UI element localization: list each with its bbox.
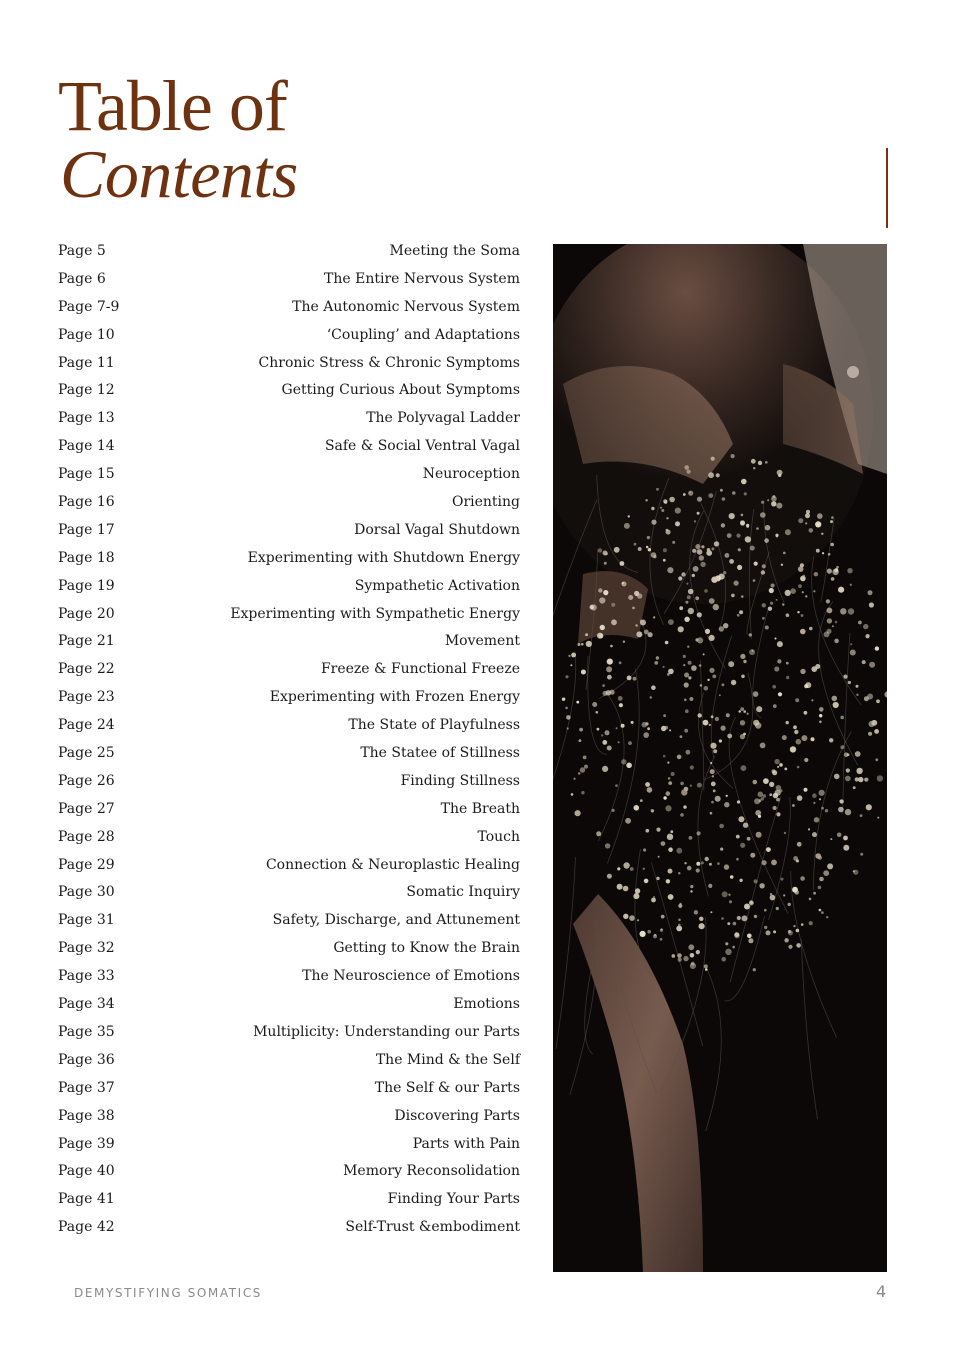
toc-entry-title: Finding Your Parts	[387, 1191, 520, 1208]
toc-entry	[58, 963, 520, 991]
toc-page-number: Page 42	[58, 1219, 115, 1236]
toc-entry-title: The Autonomic Nervous System	[292, 298, 520, 315]
toc-entry	[58, 294, 520, 322]
toc-page-number: Page 18	[58, 549, 115, 566]
toc-page-number: Page 17	[58, 521, 115, 538]
toc-entry-title: Safety, Discharge, and Attunement	[272, 912, 520, 929]
toc-page-number: Page 13	[58, 410, 115, 427]
toc-entry-title: Orienting	[451, 494, 520, 511]
toc-page-number: Page 12	[58, 382, 115, 399]
toc-page-number: Page 25	[58, 745, 115, 762]
toc-entry	[58, 405, 520, 433]
toc-page-number: Page 6	[58, 270, 106, 287]
toc-entry	[58, 433, 520, 461]
toc-page-number: Page 36	[58, 1051, 115, 1068]
toc-entry-title: The Statee of Stillness	[360, 745, 520, 762]
toc-page-number: Page 35	[58, 1023, 115, 1040]
toc-entry	[58, 377, 520, 405]
toc-entry	[58, 656, 520, 684]
toc-entry-title: Memory Reconsolidation	[343, 1163, 520, 1180]
toc-page-number: Page 21	[58, 633, 115, 650]
toc-entry-title: ‘Coupling’ and Adaptations	[326, 326, 520, 343]
toc-entry	[58, 266, 520, 294]
toc-entry-title: Safe & Social Ventral Vagal	[324, 438, 520, 455]
toc-page-number: Page 16	[58, 494, 115, 511]
toc-page-number: Page 20	[58, 605, 115, 622]
toc-entry	[58, 684, 520, 712]
toc-entry-title: Finding Stillness	[400, 772, 520, 789]
toc-entry-title: The State of Playfulness	[348, 717, 520, 734]
toc-page-number: Page 28	[58, 828, 115, 845]
page-number: 4	[876, 1282, 887, 1301]
toc-entry	[58, 350, 520, 378]
toc-entry-title: Neuroception	[422, 466, 520, 483]
toc-entry	[58, 238, 520, 266]
toc-page-number: Page 7-9	[58, 298, 120, 315]
toc-entry-title: Somatic Inquiry	[406, 884, 520, 901]
table-of-contents	[58, 238, 520, 1242]
toc-page-number: Page 23	[58, 689, 115, 706]
toc-entry	[58, 1047, 520, 1075]
toc-entry	[58, 1214, 520, 1242]
toc-entry-title: Freeze & Functional Freeze	[320, 661, 520, 678]
toc-entry	[58, 1075, 520, 1103]
toc-page-number: Page 41	[58, 1191, 115, 1208]
toc-page-number: Page 26	[58, 772, 115, 789]
toc-page-number: Page 5	[58, 243, 106, 259]
toc-entry	[58, 879, 520, 907]
toc-entry	[58, 907, 520, 935]
toc-entry-title: Experimenting with Frozen Energy	[269, 689, 520, 706]
toc-entry	[58, 768, 520, 796]
toc-entry	[58, 796, 520, 824]
toc-page-number: Page 40	[58, 1163, 115, 1180]
toc-entry	[58, 461, 520, 489]
toc-page-number: Page 32	[58, 940, 115, 957]
toc-page-number: Page 27	[58, 800, 115, 817]
toc-page-number: Page 33	[58, 968, 115, 985]
toc-entry	[58, 991, 520, 1019]
toc-entry	[58, 573, 520, 601]
toc-page-number: Page 38	[58, 1107, 115, 1124]
accent-rule	[886, 148, 888, 228]
toc-entry	[58, 824, 520, 852]
toc-entry	[58, 489, 520, 517]
toc-page-number: Page 39	[58, 1135, 115, 1152]
toc-page-number: Page 19	[58, 577, 115, 594]
toc-entry	[58, 517, 520, 545]
toc-page-number: Page 24	[58, 717, 115, 734]
cover-photo	[553, 244, 887, 1272]
toc-entry-title: The Polyvagal Ladder	[366, 410, 520, 427]
toc-entry	[58, 1019, 520, 1047]
toc-entry-title: Self-Trust &embodiment	[345, 1219, 520, 1236]
toc-entry	[58, 1131, 520, 1159]
toc-entry-title: Multiplicity: Understanding our Parts	[253, 1023, 520, 1040]
toc-entry-title: The Entire Nervous System	[324, 270, 520, 287]
toc-entry	[58, 1158, 520, 1186]
toc-page-number: Page 10	[58, 326, 115, 343]
toc-entry-title: Emotions	[453, 996, 520, 1013]
page-title-line1: Table of	[58, 66, 287, 146]
toc-entry-title: Experimenting with Shutdown Energy	[247, 549, 520, 566]
toc-entry-title: Getting to Know the Brain	[333, 940, 520, 957]
toc-entry	[58, 545, 520, 573]
toc-page-number: Page 29	[58, 856, 115, 873]
page-title-line2: Contents	[60, 136, 298, 212]
toc-entry-title: Sympathetic Activation	[354, 577, 520, 594]
toc-page-number: Page 31	[58, 912, 115, 929]
toc-entry	[58, 740, 520, 768]
toc-entry-title: Discovering Parts	[394, 1107, 520, 1124]
toc-page-number: Page 22	[58, 661, 115, 678]
toc-entry-title: Experimenting with Sympathetic Energy	[230, 605, 520, 622]
toc-page-number: Page 14	[58, 438, 115, 455]
toc-entry-title: The Mind & the Self	[375, 1051, 520, 1068]
toc-entry-title: Chronic Stress & Chronic Symptoms	[258, 354, 520, 371]
toc-entry	[58, 322, 520, 350]
toc-page-number: Page 15	[58, 466, 115, 483]
toc-entry	[58, 712, 520, 740]
toc-page-number: Page 37	[58, 1079, 115, 1096]
toc-entry	[58, 852, 520, 880]
toc-entry-title: Meeting the Soma	[389, 243, 520, 259]
toc-entry-title: Parts with Pain	[412, 1135, 520, 1152]
footer-label: DEMYSTIFYING SOMATICS	[74, 1286, 263, 1300]
toc-entry	[58, 935, 520, 963]
toc-page-number: Page 34	[58, 996, 115, 1013]
toc-entry-title: Getting Curious About Symptoms	[281, 382, 520, 399]
toc-entry-title: Connection & Neuroplastic Healing	[265, 856, 520, 873]
toc-entry	[58, 601, 520, 629]
toc-entry	[58, 1186, 520, 1214]
toc-entry-title: The Breath	[440, 800, 520, 817]
toc-entry-title: The Self & our Parts	[374, 1079, 520, 1096]
toc-entry-title: The Neuroscience of Emotions	[302, 968, 520, 985]
toc-entry-title: Movement	[444, 633, 520, 650]
toc-page-number: Page 11	[58, 354, 115, 371]
toc-entry	[58, 1103, 520, 1131]
toc-page-number: Page 30	[58, 884, 115, 901]
toc-entry-title: Touch	[477, 828, 520, 845]
toc-entry-title: Dorsal Vagal Shutdown	[354, 521, 520, 538]
toc-entry	[58, 628, 520, 656]
